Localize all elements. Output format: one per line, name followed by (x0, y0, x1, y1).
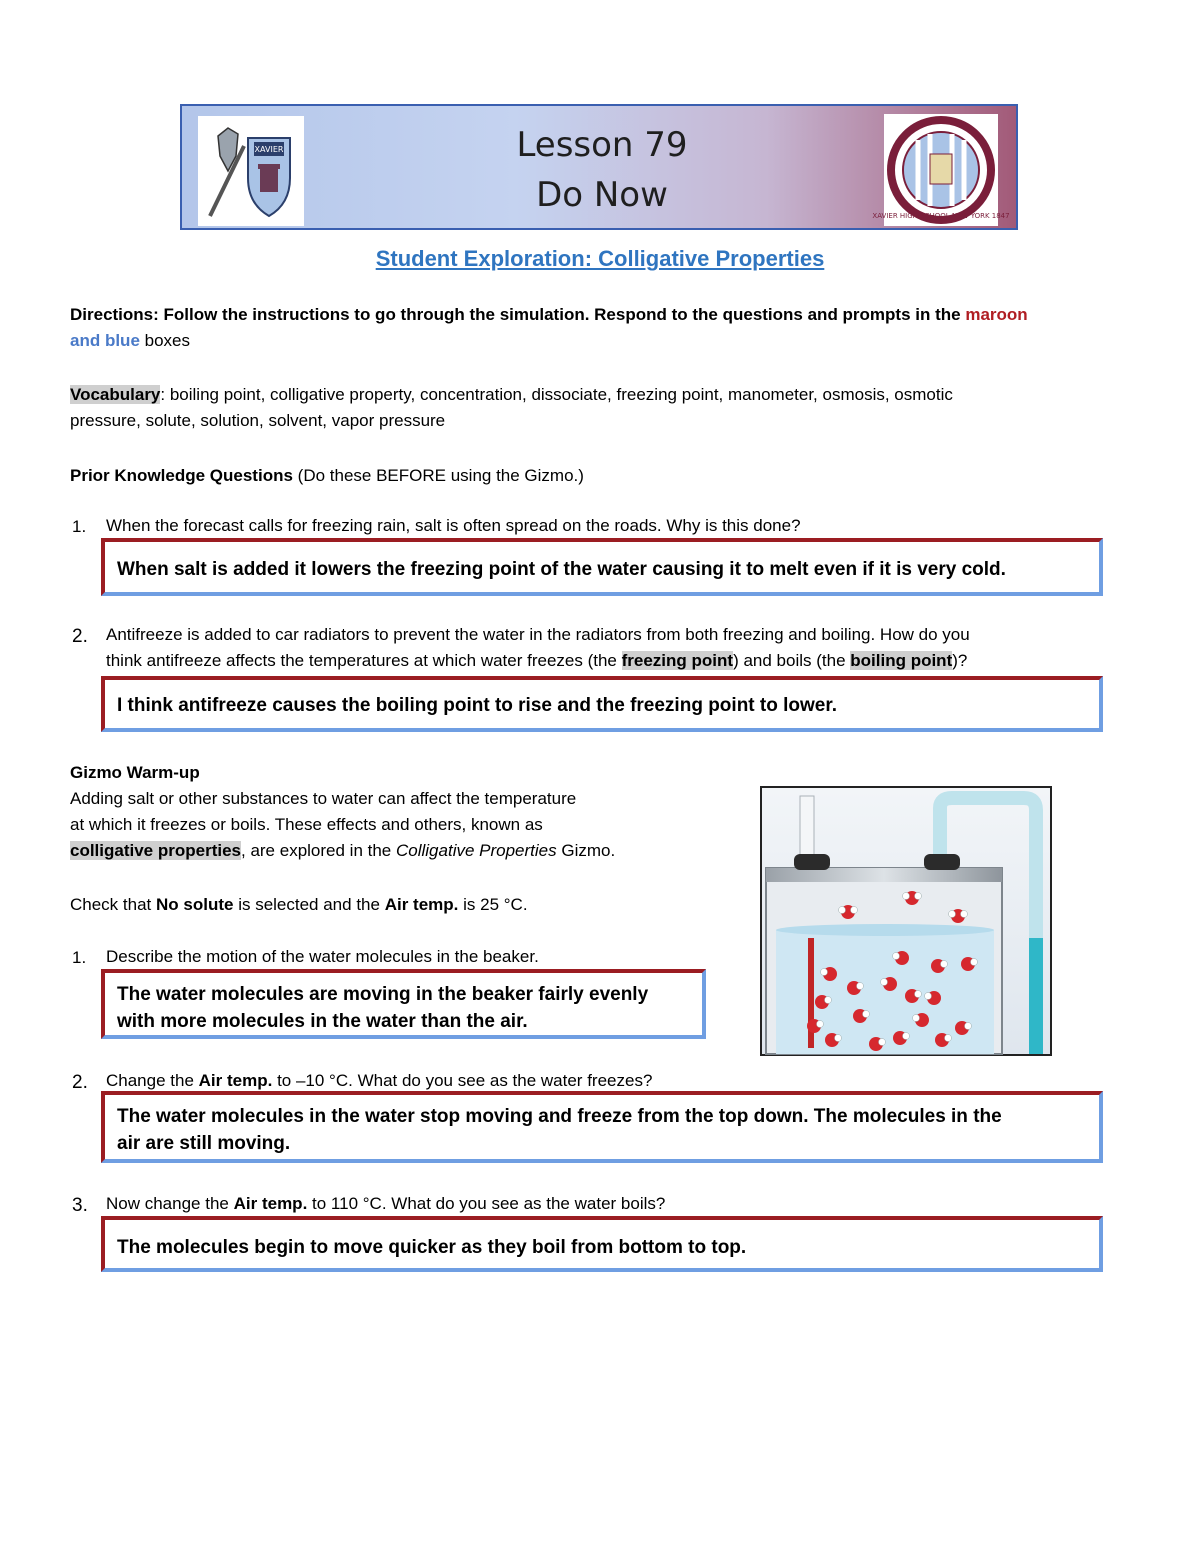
warmup-heading: Gizmo Warm-up (70, 763, 200, 782)
banner-title (482, 120, 722, 220)
gizmo-name: Colligative Properties (396, 841, 557, 860)
prior-q2-line2b: ) and boils (the (733, 651, 846, 670)
school-seal-icon (872, 114, 1010, 226)
prior-q2-number: 2. (72, 626, 88, 647)
prior-q2-line1: Antifreeze is added to car radiators to prevent the water in the radiators from both freezing and boiling. How do you (106, 625, 970, 644)
vocabulary-line1: : boiling point, colligative property, concentration, dissociate, freezing point, manometer, osmosis, osmotic (160, 385, 953, 404)
directions-paragraph (70, 302, 1140, 354)
warmup-q2-number: 2. (72, 1072, 88, 1093)
warmup-q3-text (106, 1191, 665, 1217)
xavier-seal-logo (872, 114, 1010, 226)
check-text-c: is selected and the (238, 895, 380, 914)
vocabulary-line2: pressure, solute, solution, solvent, vapor pressure (70, 411, 446, 430)
warmup-q3-text-c: to 110 °C. What do you see as the water boils? (312, 1194, 666, 1213)
warmup-line1: Adding salt or other substances to water can affect the temperature (70, 789, 577, 808)
xavier-knight-logo (198, 116, 304, 226)
warmup-q1-answer-line2: with more molecules in the water than the air. (117, 1011, 528, 1032)
prior-knowledge-label: Prior Knowledge Questions (70, 466, 293, 485)
warmup-line3a: , are explored in the (241, 841, 392, 860)
prior-q2-line2c: )? (952, 651, 968, 670)
lesson-banner (180, 104, 1018, 230)
check-instruction (70, 892, 528, 918)
warmup-q3-text-a: Now change the (106, 1194, 229, 1213)
knight-shield-icon (198, 116, 304, 226)
beaker-molecules-graphic (762, 788, 1050, 1054)
prior-knowledge-heading (70, 463, 584, 489)
warmup-q1-answer-line1: The water molecules are moving in the beaker fairly evenly (117, 984, 649, 1005)
prior-q2-line2a: think antifreeze affects the temperatures at which water freezes (the (106, 651, 617, 670)
warmup-q2-air-temp: Air temp. (198, 1071, 273, 1090)
document-title: Student Exploration: Colligative Properties (375, 246, 825, 271)
vocabulary-paragraph (70, 382, 1140, 434)
lesson-number: Lesson 79 (516, 125, 688, 165)
blue-word: and blue (70, 331, 140, 350)
warmup-q3-answer: The molecules begin to move quicker as they boil from bottom to top. (117, 1237, 747, 1258)
prior-q1-answer: When salt is added it lowers the freezing point of the water causing it to melt even if it is very cold. (117, 559, 1006, 580)
directions-tail: boxes (144, 331, 191, 350)
freezing-point-term: freezing point (621, 651, 734, 670)
prior-q2-answer-box[interactable] (101, 676, 1103, 732)
warmup-q2-answer-line2: air are still moving. (117, 1133, 291, 1154)
warmup-q3-air-temp: Air temp. (233, 1194, 308, 1213)
prior-q1-text: When the forecast calls for freezing rain, salt is often spread on the roads. Why is this done? (106, 516, 801, 535)
prior-q1-answer-box[interactable] (101, 538, 1103, 596)
colligative-properties-term: colligative properties (70, 841, 241, 860)
xavier-logo-text: XAVIER (254, 145, 284, 154)
prior-q1-number: 1. (72, 517, 87, 536)
boiling-point-term: boiling point (850, 651, 953, 670)
warmup-q2-text-c: to –10 °C. What do you see as the water freezes? (277, 1071, 653, 1090)
warmup-paragraph (70, 760, 710, 864)
directions-label: Directions: Follow the instructions to go through the simulation. Respond to the questions and prompts in the (70, 305, 961, 324)
air-temp-term: Air temp. (384, 895, 459, 914)
prior-knowledge-note: (Do these BEFORE using the Gizmo.) (297, 466, 584, 485)
warmup-line3b: Gizmo. (561, 841, 616, 860)
warmup-q1-number: 1. (72, 948, 87, 967)
warmup-q1-text: Describe the motion of the water molecules in the beaker. (106, 947, 539, 966)
warmup-q2-answer-box[interactable] (101, 1091, 1103, 1163)
no-solute-term: No solute (156, 895, 234, 914)
seal-text: XAVIER HIGH SCHOOL NEW YORK 1847 (872, 212, 1010, 220)
beaker-illustration (760, 786, 1052, 1056)
warmup-q1-answer-box[interactable] (101, 969, 706, 1039)
warmup-q2-text-a: Change the (106, 1071, 194, 1090)
prior-q2-text (106, 622, 1136, 674)
do-now-label: Do Now (536, 175, 668, 215)
warmup-line2: at which it freezes or boils. These effects and others, known as (70, 815, 543, 834)
maroon-word: maroon (965, 305, 1028, 324)
prior-q2-answer: I think antifreeze causes the boiling point to rise and the freezing point to lower. (117, 695, 837, 716)
check-text-a: Check that (70, 895, 152, 914)
warmup-q2-answer-line1: The water molecules in the water stop moving and freeze from the top down. The molecules in the (117, 1106, 1002, 1127)
vocabulary-label: Vocabulary (70, 385, 161, 404)
check-text-d: is 25 °C. (463, 895, 528, 914)
warmup-q3-answer-box[interactable] (101, 1216, 1103, 1272)
warmup-q3-number: 3. (72, 1195, 88, 1216)
